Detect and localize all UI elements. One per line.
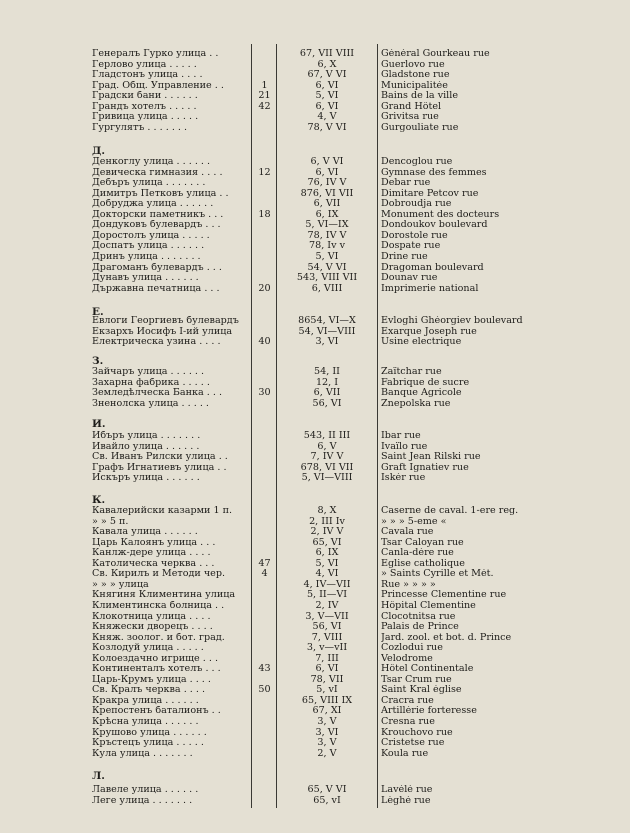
french-name: Lavélé rue (381, 785, 433, 795)
map-coordinates: 5, II—VI (306, 589, 348, 601)
french-name: Gladstone rue (381, 70, 450, 81)
french-name: Cresna rue (381, 717, 435, 727)
french-name: Fabrique de sucre (381, 377, 470, 388)
bulgarian-name: Ибъръ улица . . . . . . . (92, 431, 201, 441)
map-coordinates: 3, V (317, 737, 337, 749)
reference-number: 12 (258, 166, 271, 178)
french-name: Dounav rue (381, 273, 438, 284)
bulgarian-name: Държавна печатница . . . (92, 283, 220, 294)
index-row (0, 548, 630, 559)
bulgarian-name: Княж. зоолог. и бот. град. (92, 632, 225, 643)
bulgarian-name: Княгиня Климентина улица (92, 590, 236, 601)
bulgarian-name: Генералъ Гурко улица . . (92, 49, 219, 59)
index-row (0, 367, 630, 378)
french-name: Drine rue (381, 251, 428, 262)
map-coordinates: 78, VII (310, 673, 344, 685)
french-name: Ivaïlo rue (381, 441, 428, 452)
map-coordinates: 54, V VI (307, 261, 347, 273)
french-name: Grand Hôtel (381, 101, 442, 112)
index-row (0, 199, 630, 210)
bulgarian-name: Драгоманъ булевардъ . . . (92, 262, 222, 273)
french-name: Dobroudja rue (381, 199, 452, 210)
reference-number: 20 (258, 282, 271, 294)
map-coordinates: 6, IX (315, 547, 339, 559)
map-coordinates: 7, IV V (310, 451, 344, 463)
section-heading: Д. (92, 145, 105, 157)
index-row (0, 738, 630, 749)
french-name: Dorostole rue (381, 230, 448, 241)
map-coordinates: 8654, VI—X (298, 315, 356, 326)
french-name: Tsar Caloyan rue (381, 537, 464, 548)
french-name: Dragoman boulevard (381, 262, 484, 273)
map-coordinates: 67, XI (312, 705, 342, 717)
french-name: » » » 5-eme « (381, 516, 447, 527)
french-name: Rue » » » » (381, 579, 436, 590)
bulgarian-name: Евлоги Георгиевъ булевардъ (92, 316, 239, 326)
bulgarian-name: Дондуковъ булевардъ . . . (92, 220, 221, 231)
bulgarian-name: Ивайло улица . . . . . . (92, 441, 200, 452)
bulgarian-name: Доростолъ улица . . . . . (92, 230, 210, 241)
map-coordinates: 5, vI (316, 684, 338, 696)
map-coordinates: 54, VI—VIII (298, 325, 356, 337)
french-name: Usine electrique (381, 337, 462, 348)
bulgarian-name: Герлово улица . . . . . (92, 59, 197, 70)
map-coordinates: 5, VI (315, 557, 339, 569)
french-name: Dospate rue (381, 241, 441, 252)
map-coordinates: 6, VI (315, 79, 339, 91)
french-name: Iskér rue (381, 473, 426, 484)
french-name: Caserne de caval. 1-ere reg. (381, 506, 519, 516)
index-row (0, 431, 630, 442)
french-name: Municipalitée (381, 80, 448, 91)
index-row (0, 252, 630, 263)
bulgarian-name: Докторски паметникъ . . . (92, 209, 224, 220)
map-coordinates: 6, VIII (311, 282, 343, 294)
french-name: Znepolska rue (381, 398, 451, 409)
french-name: Krouchovo rue (381, 727, 453, 738)
map-coordinates: 2, V (317, 747, 337, 759)
map-coordinates: 3, V—VII (305, 610, 349, 622)
french-name: Lèghé rue (381, 795, 431, 806)
map-coordinates: 67, VII VIII (299, 48, 355, 59)
french-name: Bains de la ville (381, 91, 458, 102)
french-name: Artillérie forteresse (381, 706, 477, 717)
bulgarian-name: Дринъ улица . . . . . . . (92, 251, 201, 262)
bulgarian-name: Графъ Игнатиевъ улица . . (92, 462, 227, 473)
bulgarian-name: Св. Иванъ Рилски улица . . (92, 452, 228, 463)
bulgarian-name: Захарна фабрика . . . . . (92, 377, 210, 388)
bulgarian-name: Континенталъ хотелъ . . . (92, 664, 221, 675)
map-coordinates: 65, VI (312, 536, 342, 548)
french-name: Cracra rue (381, 695, 434, 706)
bulgarian-name: » » 5 п. (92, 516, 129, 527)
index-row (0, 241, 630, 252)
reference-number: 4 (261, 568, 268, 580)
bulgarian-name: Гладстонъ улица . . . . (92, 70, 203, 81)
index-row (0, 749, 630, 760)
bulgarian-name: Царь Калоянъ улица . . . (92, 537, 216, 548)
map-coordinates: 5, VI—IX (305, 219, 349, 231)
map-coordinates: 6, VI (315, 663, 339, 675)
map-coordinates: 65, V VI (307, 784, 347, 795)
bulgarian-name: Клокотница улица . . . . (92, 611, 211, 622)
bulgarian-name: » » » улица (92, 579, 149, 590)
bulgarian-name: Зненолска улица . . . . . (92, 398, 209, 409)
french-name: Velodrome (381, 653, 433, 664)
reference-number: 43 (258, 663, 271, 675)
map-coordinates: 4, VI (315, 568, 339, 580)
french-name: Dondoukov boulevard (381, 220, 488, 231)
map-coordinates: 3, VI (315, 726, 339, 738)
map-coordinates: 78, V VI (307, 121, 347, 133)
map-coordinates: 2, III Iv (309, 515, 345, 527)
index-row (0, 70, 630, 81)
french-name: Jard. zool. et bot. d. Prince (381, 632, 512, 643)
index-row (0, 327, 630, 338)
map-coordinates: 3, VI (315, 336, 339, 348)
map-coordinates: 6, IX (315, 208, 339, 220)
french-name: Hôtel Continentale (381, 664, 474, 675)
french-name: Gymnase des femmes (381, 167, 487, 178)
map-coordinates: 6, VII (313, 387, 341, 399)
bulgarian-name: Девическа гимназия . . . . (92, 167, 223, 178)
french-name: Cozlodui rue (381, 643, 443, 654)
bulgarian-name: Кавала улица . . . . . . (92, 527, 198, 538)
french-name: Graft Ignatiev rue (381, 462, 469, 473)
french-name: Grivitsa rue (381, 112, 439, 123)
section-heading: З. (92, 355, 104, 367)
index-row (0, 622, 630, 633)
map-coordinates: 678, VI VII (300, 461, 354, 473)
bulgarian-name: Екзархъ Иосифъ I-ий улица (92, 326, 233, 337)
index-row (0, 728, 630, 739)
bulgarian-name: Канлж-дере улица . . . . (92, 548, 211, 559)
bulgarian-name: Искъръ улица . . . . . . (92, 473, 200, 484)
map-coordinates: 5, VI (315, 250, 339, 262)
index-row (0, 601, 630, 612)
reference-number: 18 (258, 208, 271, 220)
map-coordinates: 4, IV—VII (303, 578, 351, 590)
index-row (0, 284, 630, 295)
index-row (0, 559, 630, 570)
map-coordinates: 67, V VI (307, 69, 347, 81)
bulgarian-name: Климентинска болница . . (92, 600, 225, 611)
index-row (0, 590, 630, 601)
map-coordinates: 6, VII (313, 198, 341, 210)
bulgarian-name: Княжески дворецъ . . . . (92, 622, 213, 633)
french-name: Debar rue (381, 178, 431, 189)
french-name: Koula rue (381, 748, 429, 759)
bulgarian-name: Земледѣлческа Банка . . . (92, 388, 223, 399)
french-name: Saint Kral église (381, 685, 462, 696)
bulgarian-name: Лавеле улица . . . . . . (92, 785, 199, 795)
index-row (0, 538, 630, 549)
reference-number: 50 (258, 684, 271, 696)
map-coordinates: 6, V (317, 440, 337, 452)
index-row (0, 399, 630, 410)
reference-number: 47 (258, 557, 271, 569)
french-name: Imprimerie national (381, 283, 479, 294)
map-coordinates: 5, VI (315, 90, 339, 102)
bulgarian-name: Козлодуй улица . . . . . (92, 643, 204, 654)
bulgarian-name: Гривица улица . . . . . (92, 112, 199, 123)
bulgarian-name: Крѣсна улица . . . . . . (92, 717, 199, 727)
bulgarian-name: Кръстецъ улица . . . . . (92, 738, 204, 749)
map-coordinates: 78, IV V (307, 229, 347, 241)
french-name: Tsar Crum rue (381, 674, 452, 685)
bulgarian-name: Дебъръ улица . . . . . . . (92, 178, 206, 189)
index-row (0, 654, 630, 665)
map-coordinates: 78, Iv v (309, 240, 345, 252)
map-coordinates: 3, V (317, 716, 337, 727)
index-row (0, 473, 630, 484)
bulgarian-name: Леге улица . . . . . . . (92, 795, 193, 806)
bulgarian-name: Град. Общ. Управление . . (92, 80, 224, 91)
french-name: Evloghi Ghéorgiev boulevard (381, 316, 523, 326)
map-coordinates: 56, VI (312, 397, 342, 409)
french-name: Banque Agricole (381, 388, 462, 399)
french-name: Zaïtchar rue (381, 367, 442, 377)
index-row (0, 675, 630, 686)
french-name: Hôpital Clementine (381, 600, 476, 611)
bulgarian-name: Добруджа улица . . . . . . (92, 199, 214, 210)
french-name: Ibar rue (381, 431, 421, 441)
reference-number: 21 (258, 90, 271, 102)
bulgarian-name: Крушово улица . . . . . . (92, 727, 207, 738)
index-row (0, 91, 630, 102)
french-name: Général Gourkeau rue (381, 49, 490, 59)
index-row (0, 337, 630, 348)
index-row (0, 81, 630, 92)
bulgarian-name: Грандъ хотелъ . . . . . (92, 101, 197, 112)
map-coordinates: 543, VIII VII (296, 272, 358, 284)
french-name: Dencoglou rue (381, 157, 453, 167)
index-row (0, 157, 630, 168)
bulgarian-name: Дунавъ улица . . . . . . (92, 273, 199, 284)
map-coordinates: 65, VIII IX (301, 694, 353, 706)
french-name: Clocotnitsa rue (381, 611, 456, 622)
map-coordinates: 12, I (315, 376, 339, 388)
french-name: Dimitare Petcov rue (381, 188, 479, 199)
bulgarian-name: Кавалерийски казарми 1 п. (92, 506, 233, 516)
map-coordinates: 56, VI (312, 621, 342, 633)
french-name: Guerlovo rue (381, 59, 445, 70)
bulgarian-name: Католическа черква . . . (92, 558, 215, 569)
bulgarian-name: Царь-Крумъ улица . . . . (92, 674, 211, 685)
french-name: Cristetse rue (381, 738, 445, 749)
map-coordinates: 6, VI (315, 166, 339, 178)
french-name: Palais de Prince (381, 622, 459, 633)
bulgarian-name: Гургулятъ . . . . . . . (92, 122, 188, 133)
bulgarian-name: Денкоглу улица . . . . . . (92, 157, 211, 167)
bulgarian-name: Зайчаръ улица . . . . . . (92, 367, 205, 377)
french-name: Saint Jean Rilski rue (381, 452, 481, 463)
french-name: Exarque Joseph rue (381, 326, 477, 337)
reference-number: 42 (258, 100, 271, 112)
french-name: Canla-dére rue (381, 548, 454, 559)
map-coordinates: 65, vI (313, 794, 341, 806)
map-coordinates: 543, II III (303, 430, 351, 441)
french-name: Monument des docteurs (381, 209, 500, 220)
map-coordinates: 8, X (317, 505, 337, 516)
map-coordinates: 76, IV V (307, 177, 347, 189)
bulgarian-name: Колоездачно игрище . . . (92, 653, 219, 664)
index-row (0, 316, 630, 327)
map-coordinates: 6, VI (315, 100, 339, 112)
reference-number: 40 (258, 336, 271, 348)
bulgarian-name: Електрическа узина . . . . (92, 337, 221, 348)
map-coordinates: 5, VI—VIII (301, 472, 353, 484)
index-row (0, 717, 630, 728)
reference-number: 30 (258, 387, 271, 399)
map-coordinates: 2, IV (315, 599, 339, 611)
section-heading: Е. (92, 306, 104, 318)
map-coordinates: 54, II (314, 366, 340, 377)
index-row (0, 706, 630, 717)
french-name: Gurgouliate rue (381, 122, 459, 133)
map-coordinates: 6, V VI (310, 156, 344, 167)
bulgarian-name: Св. Кирилъ и Методи чер. (92, 569, 226, 580)
bulgarian-name: Градски бани . . . . . . (92, 91, 198, 102)
index-row (0, 102, 630, 113)
map-coordinates: 2, IV V (310, 526, 344, 538)
section-heading: К. (92, 494, 106, 506)
section-heading: Л. (92, 770, 105, 782)
map-coordinates: 4, V (317, 111, 337, 123)
bulgarian-name: Крепостенъ баталионъ . . (92, 706, 221, 717)
bulgarian-name: Кракра улица . . . . . . (92, 695, 199, 706)
map-coordinates: 7, VIII (311, 631, 343, 643)
map-coordinates: 6, X (317, 58, 337, 70)
index-row (0, 506, 630, 517)
bulgarian-name: Доспатъ улица . . . . . . (92, 241, 205, 252)
bulgarian-name: Кула улица . . . . . . . (92, 748, 193, 759)
bulgarian-name: Св. Кралъ черква . . . . (92, 685, 206, 696)
section-heading: И. (92, 418, 106, 430)
index-row (0, 273, 630, 284)
french-name: Princesse Clementine rue (381, 590, 507, 601)
reference-number: 1 (261, 79, 268, 91)
map-coordinates: 3, v—vII (306, 642, 348, 654)
french-name: » Saints Cyrille et Mét. (381, 569, 494, 580)
index-row (0, 123, 630, 134)
french-name: Eglise catholique (381, 558, 465, 569)
french-name: Cavala rue (381, 527, 434, 538)
bulgarian-name: Димитръ Петковъ улица . . (92, 188, 229, 199)
map-coordinates: 876, VI VII (300, 187, 354, 199)
index-row (0, 796, 630, 807)
map-coordinates: 7, III (315, 652, 339, 664)
index-row (0, 785, 630, 796)
index-row (0, 49, 630, 60)
